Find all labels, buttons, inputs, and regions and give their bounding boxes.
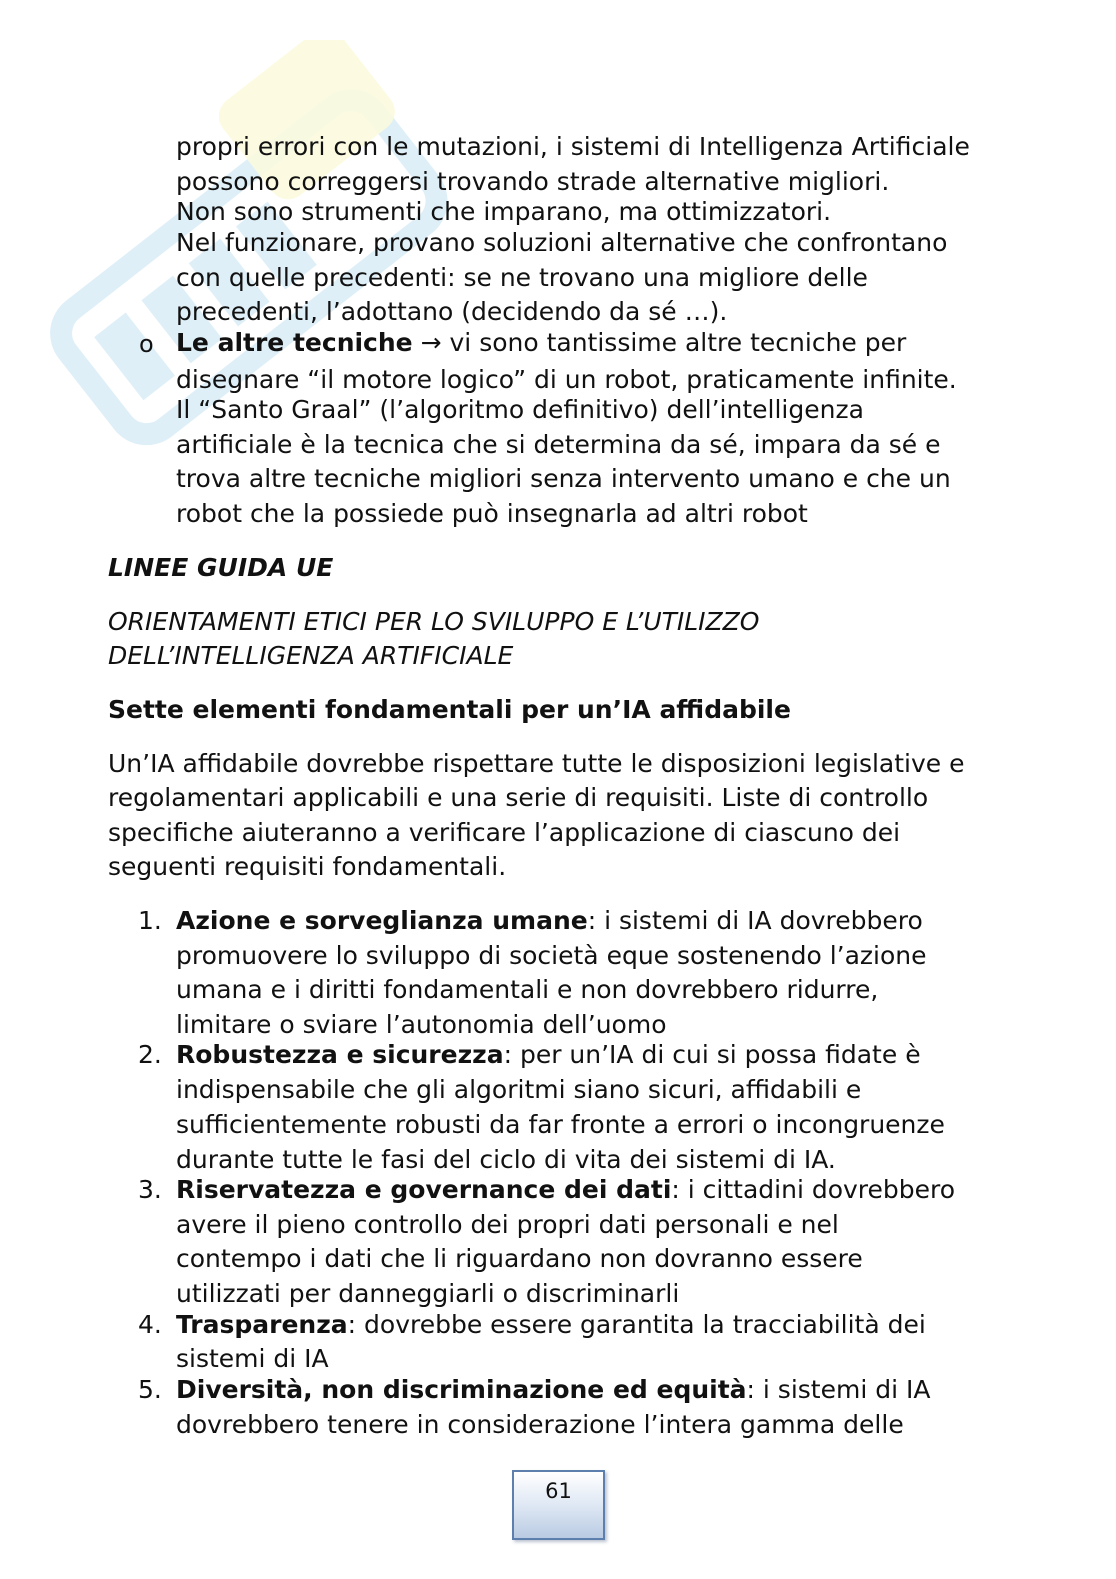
body-line: Non sono strumenti che imparano, ma ottimizzatori. — [176, 197, 832, 226]
section-subtitle: DELL’INTELLIGENZA ARTIFICIALE — [108, 641, 514, 670]
list-item — [176, 1175, 955, 1205]
body-line: con quelle precedenti: se ne trovano una migliore delle — [176, 263, 868, 292]
body-line: precedenti, l’adottano (decidendo da sé …). — [176, 297, 728, 326]
list-item-line: avere il pieno controllo dei propri dati personali e nel — [176, 1210, 839, 1239]
list-item — [176, 1375, 930, 1405]
list-item-line: promuovere lo sviluppo di società eque sostenendo l’azione — [176, 941, 927, 970]
list-item-line: dovrebbero tenere in considerazione l’intera gamma delle — [176, 1410, 904, 1439]
list-item-text: : i cittadini dovrebbero — [671, 1175, 956, 1204]
body-line: disegnare “il motore logico” di un robot, praticamente infinite. — [176, 365, 957, 394]
list-number: 3. — [138, 1175, 162, 1204]
list-item — [176, 1040, 921, 1070]
intro-line: regolamentari applicabili e una serie di requisiti. Liste di controllo — [108, 783, 929, 812]
body-line: propri errori con le mutazioni, i sistemi di Intelligenza Artificiale — [176, 132, 970, 161]
section-heading: LINEE GUIDA UE — [108, 553, 334, 582]
list-item-line: sistemi di IA — [176, 1344, 329, 1373]
list-item-title: Trasparenza — [176, 1310, 348, 1339]
list-item-line: durante tutte le fasi del ciclo di vita dei sistemi di IA. — [176, 1145, 836, 1174]
list-item-text: : i sistemi di IA dovrebbero — [587, 906, 923, 935]
list-item-text: : i sistemi di IA — [746, 1375, 931, 1404]
intro-line: seguenti requisiti fondamentali. — [108, 852, 507, 881]
bullet-item-first-line — [176, 328, 906, 358]
list-item-title: Azione e sorveglianza umane — [176, 906, 588, 935]
list-item-line: limitare o sviare l’autonomia dell’uomo — [176, 1010, 667, 1039]
list-item-line: sufficientemente robusti da far fronte a errori o incongruenze — [176, 1110, 945, 1139]
page-number: 61 — [512, 1470, 605, 1540]
list-item-line: umana e i diritti fondamentali e non dovrebbero ridurre, — [176, 975, 879, 1004]
bullet-marker: o — [139, 330, 154, 358]
bullet-item-title: Le altre tecniche — [176, 328, 413, 357]
list-item-title: Diversità, non discriminazione ed equità — [176, 1375, 747, 1404]
bullet-item-text: vi sono tantissime altre tecniche per — [449, 328, 907, 357]
body-line: trova altre tecniche migliori senza intervento umano e che un — [176, 464, 951, 493]
list-number: 2. — [138, 1040, 162, 1069]
list-item-line: utilizzati per danneggiarli o discriminarli — [176, 1279, 680, 1308]
intro-line: Un’IA affidabile dovrebbe rispettare tutte le disposizioni legislative e — [108, 749, 965, 778]
body-line: possono correggersi trovando strade alternative migliori. — [176, 167, 890, 196]
arrow-icon: → — [420, 328, 442, 357]
list-item-text: : dovrebbe essere garantita la tracciabilità dei — [347, 1310, 926, 1339]
list-item — [176, 1310, 926, 1340]
subheading: Sette elementi fondamentali per un’IA affidabile — [108, 695, 791, 724]
body-line: Il “Santo Graal” (l’algoritmo definitivo) dell’intelligenza — [176, 395, 864, 424]
list-item-line: contempo i dati che li riguardano non dovranno essere — [176, 1244, 863, 1273]
body-line: artificiale è la tecnica che si determina da sé, impara da sé e — [176, 430, 941, 459]
list-item-title: Riservatezza e governance dei dati — [176, 1175, 672, 1204]
body-line: robot che la possiede può insegnarla ad altri robot — [176, 499, 808, 528]
body-line: Nel funzionare, provano soluzioni alternative che confrontano — [176, 228, 948, 257]
list-item-title: Robustezza e sicurezza — [176, 1040, 504, 1069]
list-item — [176, 906, 923, 936]
list-item-text: : per un’IA di cui si possa fidate è — [503, 1040, 921, 1069]
list-number: 4. — [138, 1310, 162, 1339]
list-number: 5. — [138, 1375, 162, 1404]
list-number: 1. — [138, 906, 162, 935]
section-subtitle: ORIENTAMENTI ETICI PER LO SVILUPPO E L’UTILIZZO — [108, 607, 760, 636]
list-item-line: indispensabile che gli algoritmi siano sicuri, affidabili e — [176, 1075, 862, 1104]
intro-line: specifiche aiuteranno a verificare l’applicazione di ciascuno dei — [108, 818, 901, 847]
